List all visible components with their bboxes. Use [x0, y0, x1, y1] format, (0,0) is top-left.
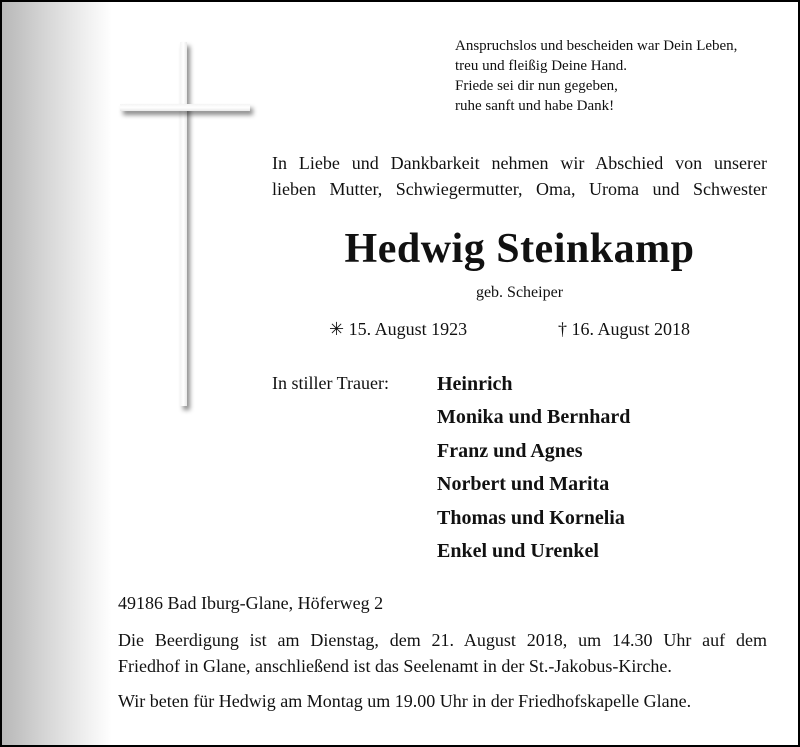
funeral-info: [118, 627, 767, 679]
mourner-name: Thomas und Kornelia: [437, 506, 625, 529]
mourning-label: In stiller Trauer:: [272, 373, 389, 393]
intro-text: [272, 150, 767, 202]
mourner-name: Franz und Agnes: [437, 439, 583, 462]
address: 49186 Bad Iburg-Glane, Höferweg 2: [118, 593, 384, 613]
cross-horizontal-beam: [120, 104, 250, 111]
deceased-name: Hedwig Steinkamp: [344, 226, 695, 272]
intro-line: In Liebe und Dankbarkeit nehmen wir Abschied von unserer: [272, 153, 767, 173]
cross-vertical-beam: [180, 42, 187, 406]
prayer-info: Wir beten für Hedwig am Montag um 19.00 Uhr in der Friedhofskapelle Glane.: [118, 691, 692, 711]
mourner-name: Enkel und Urenkel: [437, 540, 599, 563]
poem-line: Anspruchslos und bescheiden war Dein Leben,: [455, 38, 738, 54]
poem-line: treu und fleißig Deine Hand.: [455, 58, 628, 74]
poem-line: Friede sei dir nun gegeben,: [455, 78, 618, 94]
maiden-name: geb. Scheiper: [475, 284, 564, 301]
mourners-list: [437, 368, 630, 568]
gradient-shade: [2, 2, 112, 745]
mourner-name: Monika und Bernhard: [437, 406, 631, 429]
mourner-name: Norbert und Marita: [437, 473, 610, 496]
death-date: † 16. August 2018: [558, 319, 691, 339]
mourner-name: Heinrich: [437, 373, 513, 395]
poem: [455, 36, 737, 116]
intro-line: lieben Mutter, Schwiegermutter, Oma, Uroma und Schwester: [272, 179, 767, 199]
poem-line: ruhe sanft und habe Dank!: [455, 98, 615, 114]
cross-icon: [120, 42, 252, 408]
funeral-line: Die Beerdigung ist am Dienstag, dem 21. August 2018, um 14.30 Uhr auf dem: [118, 630, 767, 650]
funeral-line: Friedhof in Glane, anschließend ist das Seelenamt in der St.-Jakobus-Kirche.: [118, 656, 672, 676]
birth-date: ✳ 15. August 1923: [329, 319, 468, 339]
